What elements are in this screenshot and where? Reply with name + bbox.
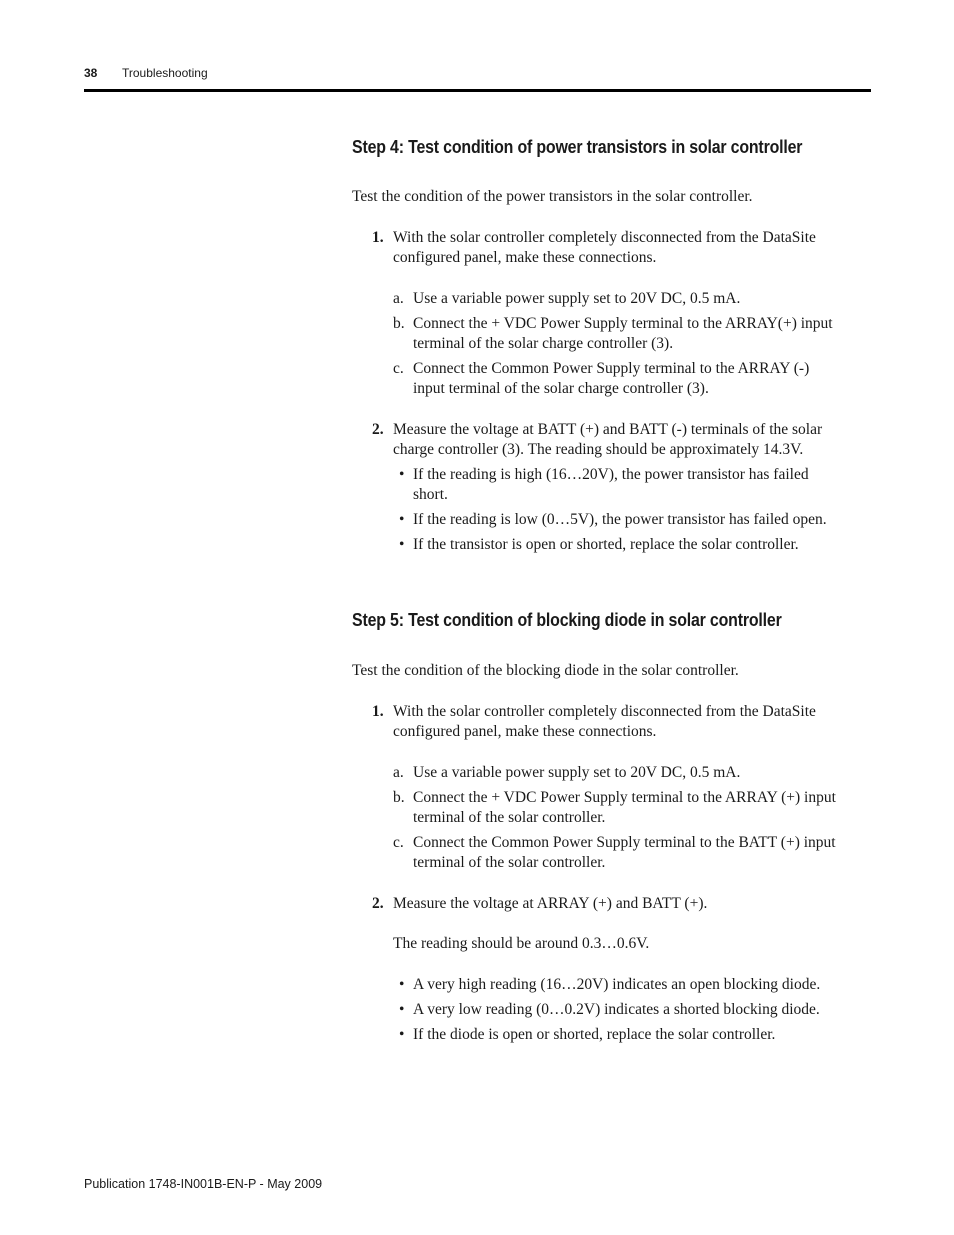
- step5-sub-c-letter: c.: [393, 834, 404, 851]
- step4-heading: Step 4: Test condition of power transistors in solar controller: [352, 136, 803, 157]
- step5-item2-number: 2.: [372, 895, 384, 912]
- step5-sub-c-line2: terminal of the solar controller.: [413, 854, 606, 871]
- step4-item1-line2: configured panel, make these connections.: [393, 249, 657, 266]
- step4-bullet-3: If the transistor is open or shorted, replace the solar controller.: [413, 536, 799, 553]
- step5-bullet-1: A very high reading (16…20V) indicates an open blocking diode.: [413, 976, 821, 993]
- step5-sub-a-line1: Use a variable power supply set to 20V DC, 0.5 mA.: [413, 764, 741, 781]
- step4-intro: Test the condition of the power transistors in the solar controller.: [352, 188, 753, 205]
- step4-bullet-1-line2: short.: [413, 486, 448, 503]
- step4-item2-number: 2.: [372, 421, 384, 438]
- page-number: 38: [84, 66, 98, 80]
- step5-sub-a-text: [413, 763, 740, 783]
- step4-item2-line1: Measure the voltage at BATT (+) and BATT (-) terminals of the solar: [393, 421, 823, 438]
- step5-sub-b-line1: Connect the + VDC Power Supply terminal to the ARRAY (+) input: [413, 789, 836, 806]
- bullet-icon: •: [399, 1001, 405, 1018]
- step4-sub-b-line2: terminal of the solar charge controller (3).: [413, 335, 674, 352]
- bullet-icon: •: [399, 1026, 405, 1043]
- step5-bullet-3: If the diode is open or shorted, replace the solar controller.: [413, 1026, 776, 1043]
- step4-item1-line1: With the solar controller completely disconnected from the DataSite: [393, 229, 816, 246]
- step5-sub-b-letter: b.: [393, 789, 405, 806]
- step4-item1-number: 1.: [372, 229, 384, 246]
- step4-sub-a-letter: a.: [393, 290, 404, 307]
- bullet-icon: •: [399, 511, 405, 528]
- step4-bullet-1-line1: If the reading is high (16…20V), the power transistor has failed: [413, 466, 809, 483]
- step4-sub-a-text: [413, 289, 740, 309]
- bullet-icon: •: [399, 466, 405, 483]
- step4-sub-a-line1: Use a variable power supply set to 20V DC, 0.5 mA.: [413, 290, 741, 307]
- bullet-icon: •: [399, 536, 405, 553]
- step4-sub-b-line1: Connect the + VDC Power Supply terminal to the ARRAY(+) input: [413, 315, 833, 332]
- step4-item2-line2: charge controller (3). The reading should be approximately 14.3V.: [393, 441, 804, 458]
- step4-sub-b-text: [413, 314, 833, 354]
- section-title: Troubleshooting: [122, 66, 208, 80]
- step5-sub-b-line2: terminal of the solar controller.: [413, 809, 606, 826]
- step5-intro: Test the condition of the blocking diode in the solar controller.: [352, 662, 739, 679]
- step5-sub-b-text: [413, 788, 836, 828]
- bullet-icon: •: [399, 976, 405, 993]
- step5-sub-a-letter: a.: [393, 764, 404, 781]
- step5-bullet-2: A very low reading (0…0.2V) indicates a shorted blocking diode.: [413, 1001, 820, 1018]
- step4-item1-text: [393, 228, 816, 268]
- step4-sub-c-line2: input terminal of the solar charge controller (3).: [413, 380, 709, 397]
- step4-bullet-1: [413, 465, 809, 505]
- step5-item1-text: [393, 702, 816, 742]
- step5-item1-line1: With the solar controller completely disconnected from the DataSite: [393, 703, 816, 720]
- header-rule: [84, 89, 871, 92]
- step5-item2-note: The reading should be around 0.3…0.6V.: [393, 935, 650, 952]
- step4-item2-text: [393, 420, 822, 460]
- publication-footer: Publication 1748-IN001B-EN-P - May 2009: [84, 1177, 323, 1191]
- step5-item2-text: Measure the voltage at ARRAY (+) and BATT (+).: [393, 895, 708, 912]
- step4-sub-c-line1: Connect the Common Power Supply terminal to the ARRAY (-): [413, 360, 810, 377]
- step4-sub-c-text: [413, 359, 809, 399]
- step4-sub-c-letter: c.: [393, 360, 404, 377]
- step5-item1-line2: configured panel, make these connections.: [393, 723, 657, 740]
- step5-heading: Step 5: Test condition of blocking diode in solar controller: [352, 609, 782, 630]
- step5-sub-c-text: [413, 833, 836, 873]
- step5-sub-c-line1: Connect the Common Power Supply terminal to the BATT (+) input: [413, 834, 836, 851]
- step4-sub-b-letter: b.: [393, 315, 405, 332]
- step4-bullet-2: If the reading is low (0…5V), the power transistor has failed open.: [413, 511, 827, 528]
- step5-item1-number: 1.: [372, 703, 384, 720]
